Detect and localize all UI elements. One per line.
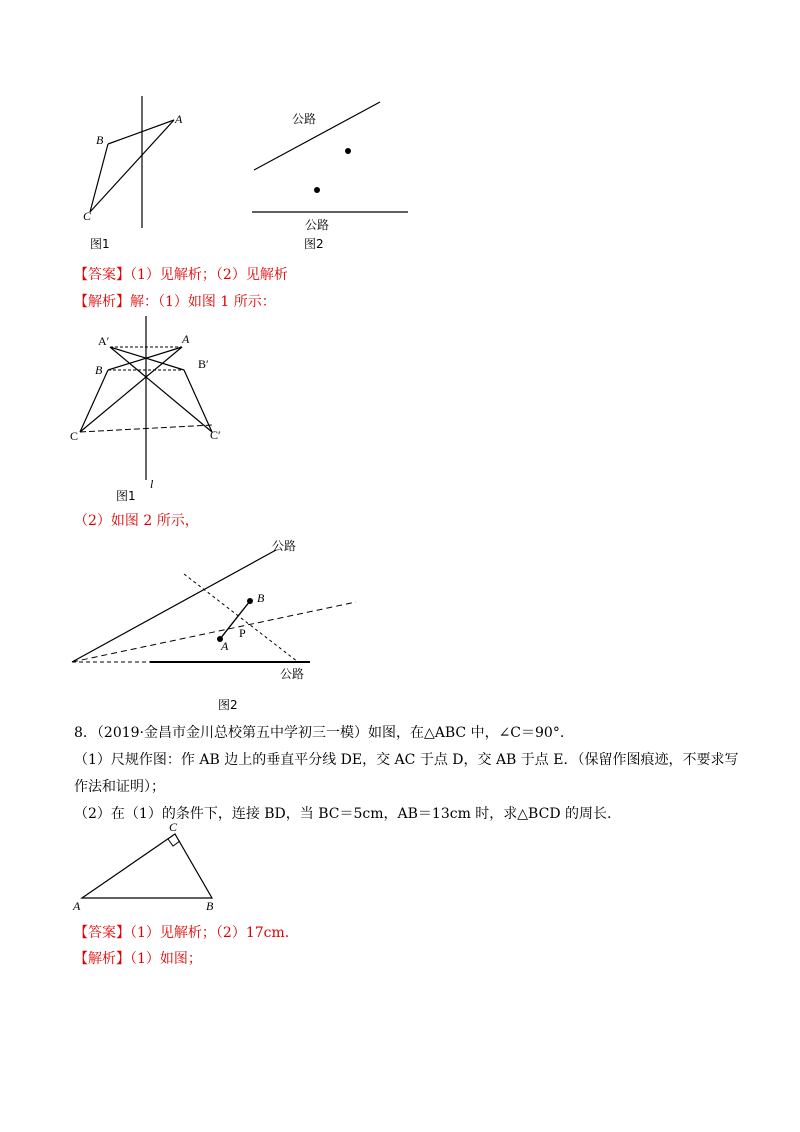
analysis-text: 解：（1）如图 1 所示： <box>130 294 276 310</box>
label-a-prime: A′ <box>98 334 110 348</box>
label-c: C <box>83 209 92 223</box>
label-b-prime: B′ <box>198 357 209 371</box>
analysis-line <box>74 291 276 311</box>
question-8-part1-line2: 作法和证明）； <box>74 779 165 795</box>
analysis-text: （1）如图； <box>130 951 202 967</box>
label-c-prime: C′ <box>210 428 221 442</box>
label-b: B <box>257 591 265 605</box>
answer-tag: 【答案】 <box>74 267 130 283</box>
figure-caption: 图2 <box>304 237 324 251</box>
label-l: l <box>150 477 154 491</box>
analysis-line <box>74 948 202 968</box>
analysis-tag: 【解析】 <box>74 294 130 310</box>
label-b: B <box>96 133 104 147</box>
question-8-part1-line1: （1）尺规作图：作 AB 边上的垂直平分线 DE，交 AC 于点 D，交 AB 于点 E．（保留作图痕迹，不要求写 <box>74 752 739 768</box>
label-p: P <box>239 626 246 640</box>
analysis-tag: 【解析】 <box>74 951 130 967</box>
answer-text: （1）见解析；（2）17cm. <box>130 925 290 941</box>
label-a: A <box>73 899 81 913</box>
label-b: B <box>95 363 103 377</box>
question-8-stem: 8．（2019·金昌市金川总校第五中学初三一模）如图，在△ABC 中，∠C＝90°. <box>74 725 565 741</box>
label-a: A <box>221 639 229 653</box>
label-c: C <box>169 820 178 834</box>
figure-caption: 图1 <box>90 237 110 251</box>
label-c: C <box>70 429 79 443</box>
answer-line <box>74 922 289 942</box>
answer-line <box>74 264 288 284</box>
road-label-bottom: 公路 <box>305 218 330 232</box>
label-a: A <box>182 332 190 346</box>
answer-tag: 【答案】 <box>74 925 130 941</box>
part2-line: （2）如图 2 所示， <box>74 513 199 529</box>
road-label-bottom: 公路 <box>280 667 305 681</box>
road-label-top: 公路 <box>272 539 297 553</box>
solution-figure-2 <box>68 534 368 714</box>
road-label-top: 公路 <box>292 112 317 126</box>
figure-caption: 图2 <box>218 698 238 712</box>
top-figure-2 <box>248 96 418 256</box>
solution-figure-1 <box>70 312 240 507</box>
top-figure-1 <box>80 94 200 254</box>
question-8-part2: （2）在（1）的条件下，连接 BD，当 BC＝5cm，AB＝13cm 时，求△BCD 的周长. <box>74 806 612 822</box>
answer-text: （1）见解析；（2）见解析 <box>130 267 288 283</box>
label-b: B <box>206 899 214 913</box>
question-8-figure <box>70 818 220 913</box>
label-a: A <box>175 112 183 126</box>
figure-caption: 图1 <box>116 489 136 503</box>
